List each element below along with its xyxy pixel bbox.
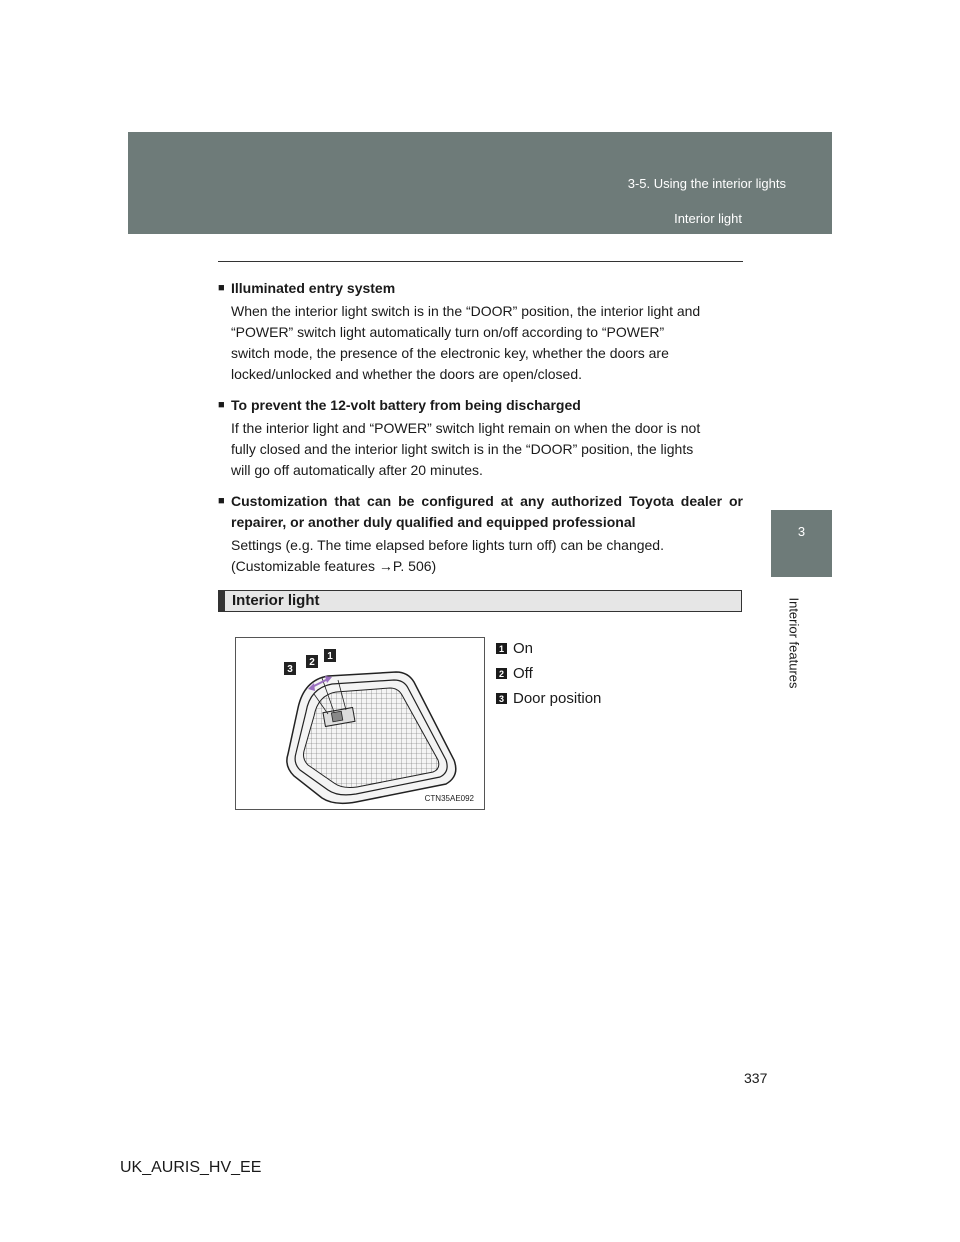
section-heading-box xyxy=(218,590,742,612)
chapter-tab xyxy=(771,510,832,577)
interior-light-illustration xyxy=(236,638,484,809)
chapter-number: 3 xyxy=(797,524,806,539)
svg-text:1: 1 xyxy=(327,651,333,662)
callout-2 xyxy=(306,655,318,668)
legend-item-on: 1 On xyxy=(496,636,601,661)
item-body: If the interior light and “POWER” switch light remain on when the door is not fully closed and the interior light switch is in the “DOOR” position, the lights will go off automatically after 20 minutes. xyxy=(231,420,701,478)
legend-item-door-position: 3 Door position xyxy=(496,686,601,711)
square-bullet-icon: ■ xyxy=(218,399,225,411)
square-bullet-icon: ■ xyxy=(218,282,225,294)
chapter-label xyxy=(784,588,804,698)
header-section-title: 3-5. Using the interior lights xyxy=(627,176,786,191)
footer-code: UK_AURIS_HV_EE xyxy=(120,1159,262,1176)
list-item xyxy=(218,278,743,385)
square-bullet-icon: ■ xyxy=(218,495,225,507)
item-heading: ■ To prevent the 12-volt battery from being discharged xyxy=(218,395,743,416)
number-1-icon: 1 xyxy=(496,643,507,654)
legend xyxy=(496,636,601,711)
callout-1 xyxy=(324,649,336,662)
header-subsection-title: Interior light xyxy=(674,211,742,226)
callout-3 xyxy=(284,662,296,675)
top-divider xyxy=(218,261,743,262)
number-2-icon: 2 xyxy=(496,668,507,679)
legend-item-off: 2 Off xyxy=(496,661,601,686)
section-title: Interior light xyxy=(232,592,320,609)
page-number: 337 xyxy=(744,1070,768,1086)
chapter-label-text: Interior features xyxy=(786,597,802,689)
number-3-icon: 3 xyxy=(496,693,507,704)
item-body: Settings (e.g. The time elapsed before lights turn off) can be changed. (Customizable features →P. 506) xyxy=(231,537,664,574)
section-heading-bar xyxy=(219,591,225,611)
content xyxy=(218,278,743,587)
item-heading: ■ Customization that can be configured at any authorized Toyota dealer or repairer, or another duly qualified and equipped professional xyxy=(218,491,743,533)
header-band xyxy=(128,132,832,234)
item-body: When the interior light switch is in the “DOOR” position, the interior light and “POWER” switch light automatically turn on/off according to “POWER” switch mode, the presence of the electronic key, whether the doors are locked/unlocked and whether the doors are open/closed. xyxy=(231,303,701,382)
figure-caption: CTN35AE092 xyxy=(424,794,474,803)
list-item xyxy=(218,395,743,481)
svg-text:3: 3 xyxy=(287,664,293,675)
item-heading: ■ Illuminated entry system xyxy=(218,278,743,299)
svg-text:2: 2 xyxy=(309,657,315,668)
list-item xyxy=(218,491,743,577)
interior-light-figure xyxy=(235,637,485,810)
